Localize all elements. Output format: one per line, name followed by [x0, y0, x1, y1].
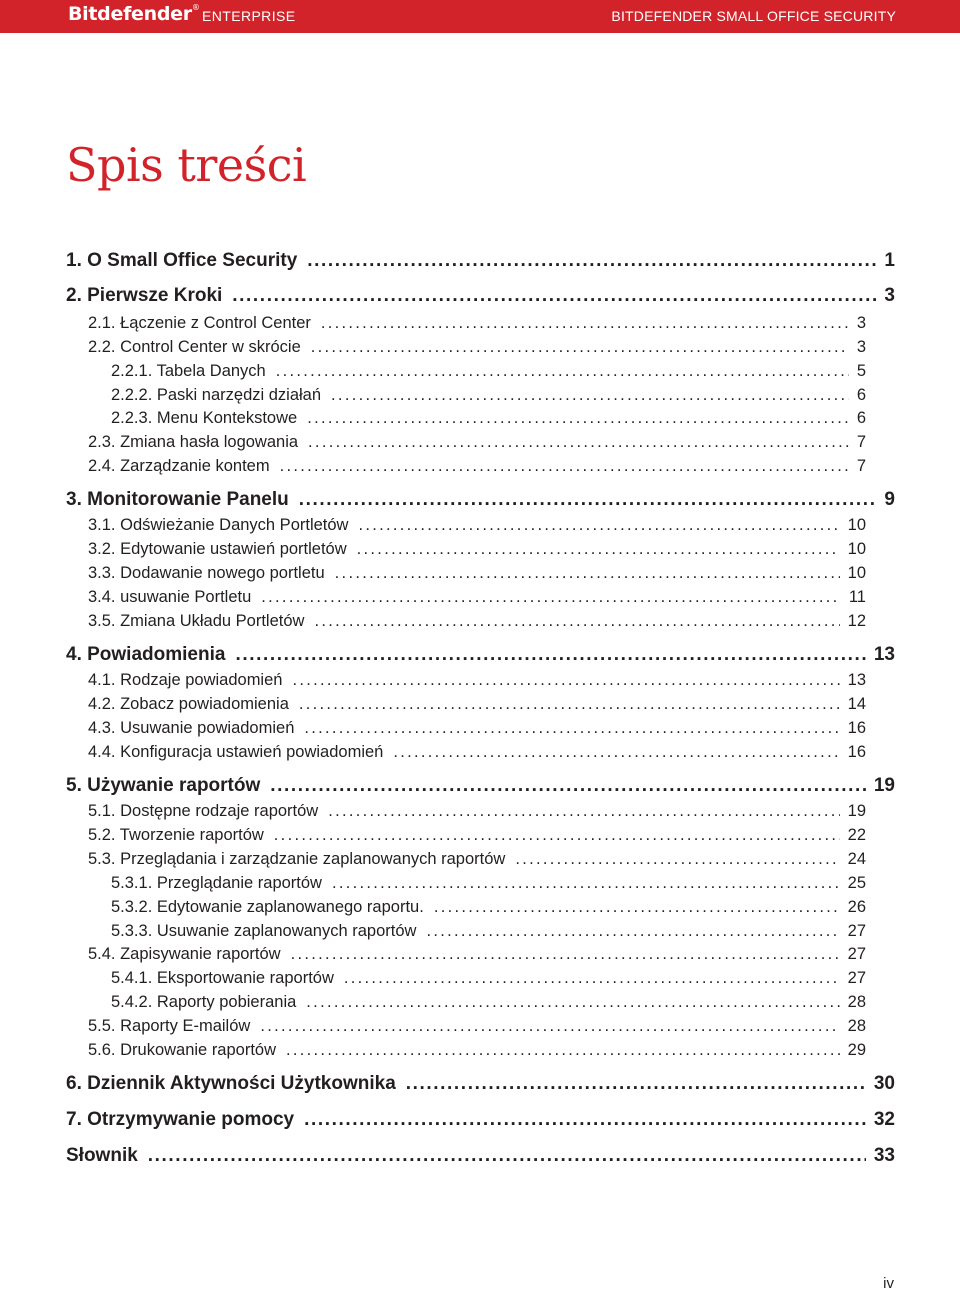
toc-dot-leader	[232, 285, 876, 307]
toc-dot-leader	[235, 644, 865, 666]
toc-entry[interactable]	[111, 384, 866, 406]
toc-entry-label: 3.3. Dodawanie nowego portletu	[88, 564, 325, 582]
toc-entry-page: 10	[847, 564, 866, 582]
toc-entry[interactable]	[66, 775, 895, 797]
toc-entry-label: 4.4. Konfiguracja ustawień powiadomień	[88, 743, 384, 761]
toc-entry[interactable]	[88, 824, 866, 846]
toc-entry-label: 3.5. Zmiana Układu Portletów	[88, 612, 305, 630]
toc-entry[interactable]	[88, 800, 866, 822]
product-name: BITDEFENDER SMALL OFFICE SECURITY	[611, 8, 896, 24]
toc-dot-leader	[434, 896, 840, 918]
toc-dot-leader	[307, 250, 876, 272]
toc-entry[interactable]	[88, 669, 866, 691]
toc-entry-page: 7	[856, 457, 866, 475]
toc-entry-label: 5.3. Przeglądania i zarządzanie zaplanowanych raportów	[88, 850, 506, 868]
toc-entry-page: 11	[848, 588, 866, 606]
brand-name: Bitdefender	[68, 3, 192, 25]
toc-entry[interactable]	[66, 250, 895, 272]
toc-dot-leader	[311, 336, 849, 358]
toc-entry-label: 5.3.2. Edytowanie zaplanowanego raportu.	[111, 898, 424, 916]
toc-dot-leader	[357, 538, 840, 560]
toc-entry-label: 5.6. Drukowanie raportów	[88, 1041, 277, 1059]
toc-entry-label: 5.1. Dostępne rodzaje raportów	[88, 802, 319, 820]
toc-dot-leader	[261, 586, 841, 608]
toc-entry[interactable]	[66, 489, 895, 511]
toc-entry[interactable]	[111, 407, 866, 429]
toc-entry[interactable]	[88, 610, 866, 632]
toc-dot-leader	[280, 455, 849, 477]
toc-entry[interactable]	[66, 285, 895, 307]
toc-entry-label: 4.3. Usuwanie powiadomień	[88, 719, 295, 737]
toc-entry[interactable]	[111, 896, 866, 918]
toc-entry-page: 25	[847, 874, 866, 892]
toc-entry[interactable]	[66, 1073, 895, 1095]
toc-dot-leader	[286, 1039, 840, 1061]
toc-entry-label: 2.2.3. Menu Kontekstowe	[111, 409, 298, 427]
toc-dot-leader	[276, 360, 849, 382]
toc-entry-page: 19	[873, 775, 895, 796]
toc-entry-page: 16	[847, 719, 866, 737]
toc-entry-page: 16	[847, 743, 866, 761]
toc-entry-label: 5.4.1. Eksportowanie raportów	[111, 969, 334, 987]
toc-entry[interactable]	[111, 920, 866, 942]
toc-entry-label: 2.2.1. Tabela Danych	[111, 362, 266, 380]
toc-entry[interactable]	[66, 1109, 895, 1131]
toc-entry-page: 32	[873, 1109, 895, 1130]
toc-entry-label: 5.4.2. Raporty pobierania	[111, 993, 297, 1011]
toc-entry-label: 2. Pierwsze Kroki	[66, 285, 223, 306]
page-title: Spis treści	[66, 138, 307, 192]
toc-entry-page: 6	[856, 409, 866, 427]
toc-dot-leader	[304, 1109, 866, 1131]
toc-dot-leader	[344, 967, 840, 989]
toc-entry-label: 4.2. Zobacz powiadomienia	[88, 695, 289, 713]
toc-entry-label: 1. O Small Office Security	[66, 250, 298, 271]
toc-dot-leader	[148, 1145, 866, 1167]
toc-dot-leader	[393, 741, 839, 763]
toc-entry[interactable]	[88, 943, 866, 965]
toc-entry-page: 9	[884, 489, 895, 510]
toc-entry[interactable]	[111, 991, 866, 1013]
toc-entry-page: 5	[856, 362, 866, 380]
toc-entry-page: 3	[884, 285, 895, 306]
toc-entry-page: 6	[856, 386, 866, 404]
toc-entry-label: 2.2. Control Center w skrócie	[88, 338, 301, 356]
toc-dot-leader	[321, 312, 849, 334]
toc-entry-label: 5.5. Raporty E-mailów	[88, 1017, 251, 1035]
toc-entry[interactable]	[88, 455, 866, 477]
toc-entry-page: 7	[856, 433, 866, 451]
toc-entry-page: 27	[847, 945, 866, 963]
toc-dot-leader	[292, 669, 839, 691]
toc-entry-label: 3. Monitorowanie Panelu	[66, 489, 289, 510]
toc-entry-page: 19	[847, 802, 866, 820]
toc-dot-leader	[331, 384, 849, 406]
toc-entry-label: 6. Dziennik Aktywności Użytkownika	[66, 1073, 396, 1094]
toc-dot-leader	[426, 920, 839, 942]
toc-entry-page: 24	[847, 850, 866, 868]
toc-entry-page: 26	[847, 898, 866, 916]
toc-entry-label: 2.4. Zarządzanie kontem	[88, 457, 270, 475]
toc-entry-page: 28	[847, 1017, 866, 1035]
toc-entry-label: 7. Otrzymywanie pomocy	[66, 1109, 295, 1130]
brand-suffix: ENTERPRISE	[202, 8, 296, 24]
toc-entry[interactable]	[88, 848, 866, 870]
toc-dot-leader	[515, 848, 839, 870]
toc-entry-page: 33	[873, 1145, 895, 1166]
toc-dot-leader	[299, 693, 840, 715]
toc-dot-leader	[335, 562, 840, 584]
toc-entry[interactable]	[88, 431, 866, 453]
toc-dot-leader	[270, 775, 866, 797]
toc-dot-leader	[304, 717, 839, 739]
toc-entry[interactable]	[88, 1039, 866, 1061]
toc-entry-page: 28	[847, 993, 866, 1011]
toc-entry[interactable]	[88, 514, 866, 536]
toc-entry[interactable]	[88, 562, 866, 584]
toc-entry[interactable]	[111, 872, 866, 894]
toc-entry[interactable]	[88, 1015, 866, 1037]
toc-dot-leader	[306, 991, 839, 1013]
toc-dot-leader	[299, 489, 877, 511]
toc-entry-label: 5.3.1. Przeglądanie raportów	[111, 874, 322, 892]
toc-dot-leader	[358, 514, 839, 536]
toc-entry-page: 10	[847, 540, 866, 558]
toc-entry-label: 2.1. Łączenie z Control Center	[88, 314, 311, 332]
toc-entry-label: 3.2. Edytowanie ustawień portletów	[88, 540, 347, 558]
toc-dot-leader	[314, 610, 839, 632]
toc-entry-label: 2.2.2. Paski narzędzi działań	[111, 386, 322, 404]
toc-entry-page: 1	[884, 250, 895, 271]
toc-dot-leader	[332, 872, 840, 894]
page-number: iv	[883, 1275, 894, 1292]
toc-entry-page: 27	[847, 922, 866, 940]
toc-entry-label: 3.4. usuwanie Portletu	[88, 588, 252, 606]
toc-entry-label: Słownik	[66, 1145, 138, 1166]
toc-entry-page: 10	[847, 516, 866, 534]
toc-entry-label: 5.4. Zapisywanie raportów	[88, 945, 281, 963]
toc-entry-label: 4. Powiadomienia	[66, 644, 226, 665]
brand-registered-mark: ®	[191, 3, 200, 12]
toc-dot-leader	[307, 407, 849, 429]
toc-entry[interactable]	[88, 741, 866, 763]
toc-entry-page: 14	[847, 695, 866, 713]
toc-entry-label: 5.3.3. Usuwanie zaplanowanych raportów	[111, 922, 417, 940]
toc-entry[interactable]	[111, 967, 866, 989]
toc-dot-leader	[260, 1015, 839, 1037]
toc-entry-label: 4.1. Rodzaje powiadomień	[88, 671, 283, 689]
toc-dot-leader	[308, 431, 849, 453]
toc-entry[interactable]	[88, 538, 866, 560]
toc-entry[interactable]	[66, 1145, 895, 1167]
toc-dot-leader	[291, 943, 840, 965]
toc-entry[interactable]	[66, 644, 895, 666]
toc-entry-page: 29	[847, 1041, 866, 1059]
toc-entry-label: 2.3. Zmiana hasła logowania	[88, 433, 299, 451]
toc-entry[interactable]	[111, 360, 866, 382]
toc-entry[interactable]	[88, 336, 866, 358]
toc-entry-page: 13	[847, 671, 866, 689]
toc-entry-page: 3	[856, 314, 866, 332]
toc-entry-page: 30	[873, 1073, 895, 1094]
toc-entry[interactable]	[88, 717, 866, 739]
toc-entry-label: 5. Używanie raportów	[66, 775, 261, 796]
toc-entry[interactable]	[88, 693, 866, 715]
toc-dot-leader	[274, 824, 840, 846]
toc-entry-page: 13	[873, 644, 895, 665]
toc-entry-page: 22	[847, 826, 866, 844]
toc-entry-page: 12	[847, 612, 866, 630]
toc-entry-label: 3.1. Odświeżanie Danych Portletów	[88, 516, 349, 534]
toc-dot-leader	[406, 1073, 866, 1095]
toc-entry-page: 3	[856, 338, 866, 356]
toc-dot-leader	[328, 800, 839, 822]
toc-entry[interactable]	[88, 586, 866, 608]
toc-entry-page: 27	[847, 969, 866, 987]
toc-entry[interactable]	[88, 312, 866, 334]
toc-entry-label: 5.2. Tworzenie raportów	[88, 826, 264, 844]
